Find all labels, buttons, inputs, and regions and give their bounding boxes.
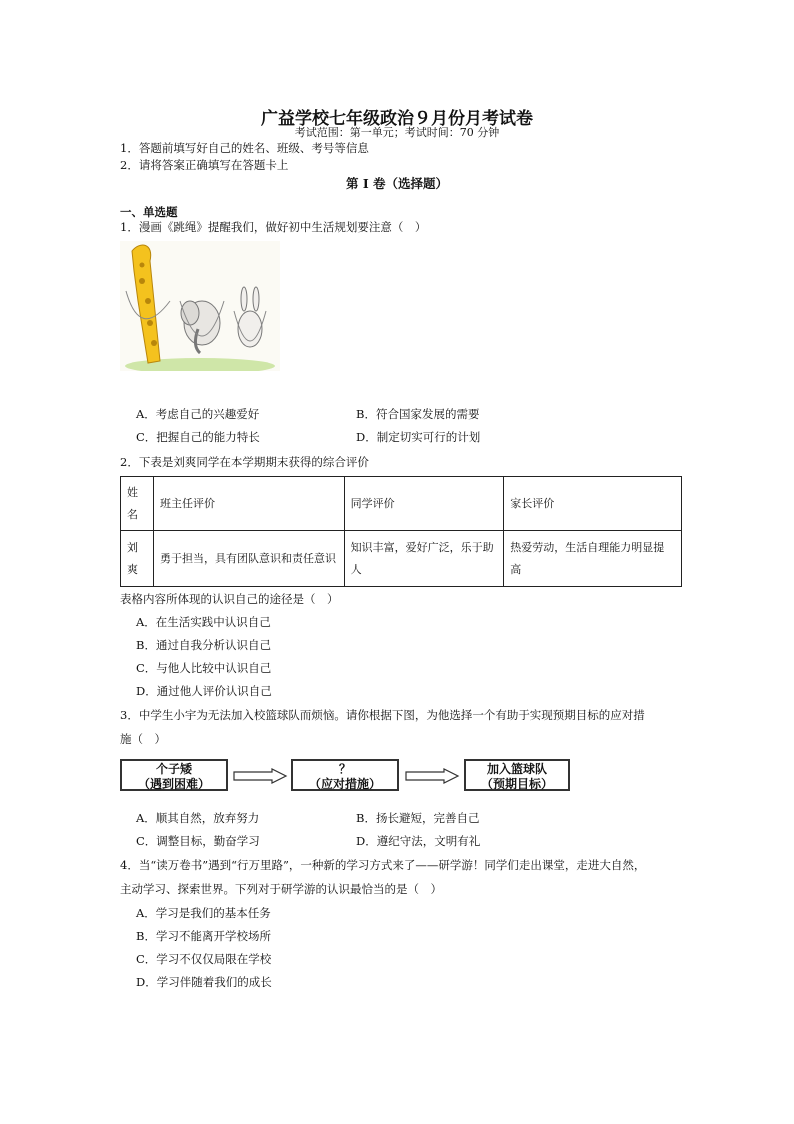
q3-option-b[interactable]: B．扬长避短，完善自己 xyxy=(356,811,480,825)
evaluation-table xyxy=(120,476,682,587)
q4-option-b[interactable]: B．学习不能离开学校场所 xyxy=(136,929,271,943)
flow-box-difficulty xyxy=(120,759,228,791)
jump-rope-cartoon xyxy=(120,241,280,371)
q4-option-c[interactable]: C．学习不仅仅局限在学校 xyxy=(136,952,272,966)
flow-arrow-2 xyxy=(404,768,460,784)
header-parent: 家长评价 xyxy=(504,477,682,531)
flow-box-goal-line1: 加入篮球队 xyxy=(486,762,547,776)
flow-box-measure xyxy=(291,759,399,791)
q2-option-d[interactable]: D．通过他人评价认识自己 xyxy=(136,684,272,698)
q3-option-d[interactable]: D．遵纪守法，文明有礼 xyxy=(356,834,481,848)
q1-option-c[interactable]: C．把握自己的能力特长 xyxy=(136,430,260,444)
q2-option-b[interactable]: B．通过自我分析认识自己 xyxy=(136,638,271,652)
section-title: 第 I 卷（选择题） xyxy=(345,176,449,191)
flow-box-goal xyxy=(464,759,570,791)
flow-box-difficulty-line2: （遇到困难） xyxy=(137,777,210,791)
q2-stem: 2．下表是刘爽同学在本学期期末获得的综合评价 xyxy=(120,455,369,469)
q4-option-d[interactable]: D．学习伴随着我们的成长 xyxy=(136,975,272,989)
q3-option-c[interactable]: C．调整目标，勤奋学习 xyxy=(136,834,260,848)
q1-option-b[interactable]: B．符合国家发展的需要 xyxy=(356,407,480,421)
q4-stem-line1: 4．当“读万卷书”遇到“行万里路”，一种新的学习方式来了——研学游！同学们走出课堂，走进大自然， xyxy=(120,858,646,872)
flow-box-measure-line1: ？ xyxy=(338,762,351,776)
cell-teacher: 勇于担当，具有团队意识和责任意识 xyxy=(153,531,344,587)
q2-option-a[interactable]: A．在生活实践中认识自己 xyxy=(136,615,271,629)
cell-parent: 热爱劳动，生活自理能力明显提高 xyxy=(504,531,682,587)
exam-subtitle: 考试范围：第一单元；考试时间：70 分钟 xyxy=(294,126,500,139)
exam-title: 广益学校七年级政治９月份月考试卷 xyxy=(261,109,533,129)
q1-option-a[interactable]: A．考虑自己的兴趣爱好 xyxy=(136,407,260,421)
cell-name: 刘爽 xyxy=(121,531,154,587)
q1-stem: 1．漫画《跳绳》提醒我们，做好初中生活规划要注意（ ） xyxy=(120,220,427,234)
flow-box-goal-line2: （预期目标） xyxy=(480,777,553,791)
q4-stem-line2: 主动学习、探索世界。下列对于研学游的认识最恰当的是（ ） xyxy=(120,882,442,896)
instruction-1: 1．答题前填写好自己的姓名、班级、考号等信息 xyxy=(120,141,369,155)
header-teacher: 班主任评价 xyxy=(153,477,344,531)
part-heading: 一、单选题 xyxy=(120,205,178,219)
flow-box-difficulty-line1: 个子矮 xyxy=(155,762,192,776)
q3-option-a[interactable]: A．顺其自然，放弃努力 xyxy=(136,811,260,825)
q2-question: 表格内容所体现的认识自己的途径是（ ） xyxy=(120,592,339,606)
cell-classmate: 知识丰富，爱好广泛，乐于助人 xyxy=(344,531,504,587)
q4-option-a[interactable]: A．学习是我们的基本任务 xyxy=(136,906,271,920)
instruction-2: 2．请将答案正确填写在答题卡上 xyxy=(120,158,289,172)
flow-arrow-1 xyxy=(232,768,288,784)
q2-option-c[interactable]: C．与他人比较中认识自己 xyxy=(136,661,272,675)
q3-stem-line1: 3．中学生小宇为无法加入校篮球队而烦恼。请你根据下图，为他选择一个有助于实现预期目标的应对措 xyxy=(120,708,645,722)
flow-box-measure-line2: （应对措施） xyxy=(308,777,381,791)
q3-stem-line2: 施（ ） xyxy=(120,732,166,746)
q1-option-d[interactable]: D．制定切实可行的计划 xyxy=(356,430,481,444)
header-name: 姓名 xyxy=(121,477,154,531)
header-classmate: 同学评价 xyxy=(344,477,504,531)
